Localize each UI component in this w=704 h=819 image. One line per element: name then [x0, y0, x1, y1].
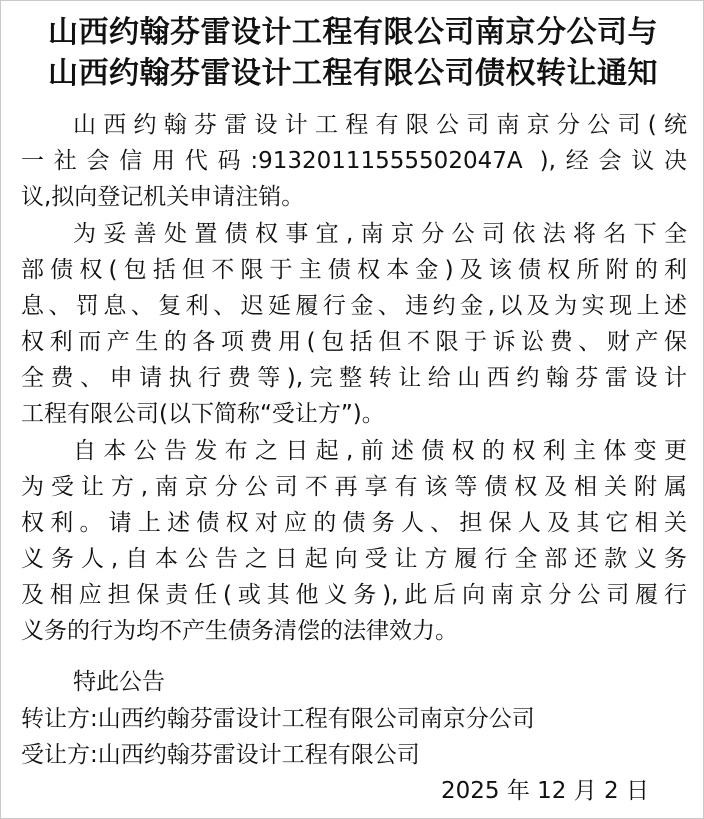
paragraph-2-line-5: 全费、申请执行费等),完整转让给山西约翰芬雷设计 — [21, 365, 687, 391]
transferor-line: 转让方:山西约翰芬雷设计工程有限公司南京分公司 — [21, 706, 535, 732]
paragraph-1-line-3: 议,拟向登记机关申请注销。 — [21, 184, 305, 210]
paragraph-3-line-6: 义务的行为均不产生债务清偿的法律效力。 — [21, 618, 458, 644]
paragraph-2-line-3: 息、罚息、复利、迟延履行金、违约金,以及为实现上述 — [21, 293, 687, 319]
paragraph-2-line-1: 为妥善处置债权事宜,南京分公司依法将名下全 — [73, 221, 687, 247]
paragraph-3-line-5: 及相应担保责任(或其他义务),此后向南京分公司履行 — [21, 582, 687, 608]
paragraph-2-line-6: 工程有限公司(以下简称“受让方”)。 — [21, 401, 385, 427]
notice-title-line-2: 山西约翰芬雷设计工程有限公司债权转让通知 — [48, 56, 658, 91]
paragraph-3-line-2: 为受让方,南京分公司不再享有该等债权及相关附属 — [21, 474, 687, 500]
closing-statement: 特此公告 — [73, 669, 165, 695]
notice-title-line-1: 山西约翰芬雷设计工程有限公司南京分公司与 — [48, 15, 658, 50]
paragraph-2-line-2: 部债权(包括但不限于主债权本金)及该债权所附的利 — [21, 257, 687, 283]
paragraph-1-line-1: 山西约翰芬雷设计工程有限公司南京分公司(统 — [73, 112, 687, 138]
paragraph-2-line-4: 权利而产生的各项费用(包括但不限于诉讼费、财产保 — [21, 329, 687, 355]
transferee-line: 受让方:山西约翰芬雷设计工程有限公司 — [21, 742, 420, 768]
paragraph-3-line-1: 自本公告发布之日起,前述债权的权利主体变更 — [73, 438, 687, 464]
paragraph-3-line-3: 权利。请上述债权对应的债务人、担保人及其它相关 — [21, 510, 687, 536]
paragraph-3-line-4: 义务人,自本公告之日起向受让方履行全部还款义务 — [21, 546, 687, 572]
paragraph-1-line-2: 一社会信用代码:91320111555502047A ),经会议决 — [21, 148, 687, 174]
notice-date: 2025 年 12 月 2 日 — [441, 778, 649, 804]
